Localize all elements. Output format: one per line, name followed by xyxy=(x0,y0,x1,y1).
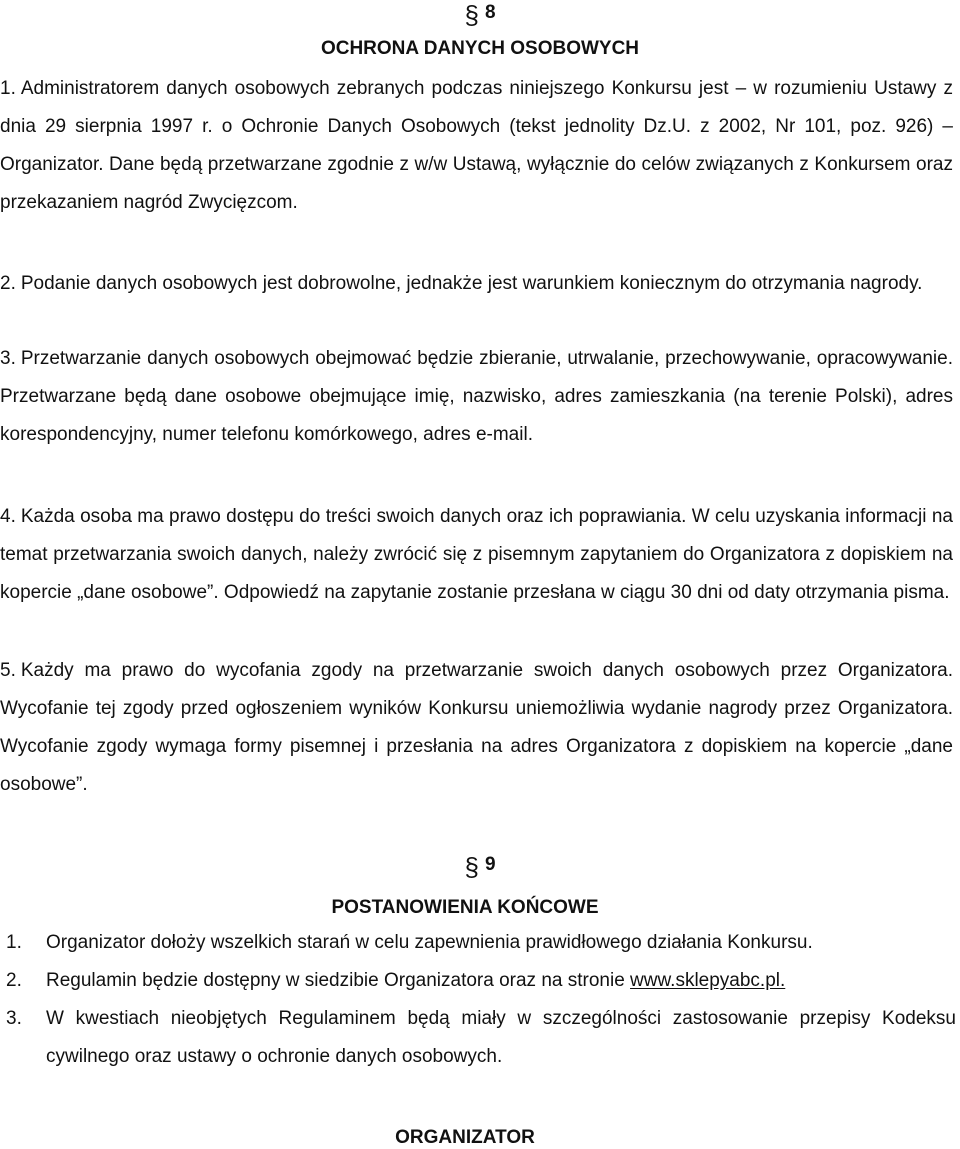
section-8-item-4 xyxy=(0,498,953,612)
item-number: 1. xyxy=(0,78,16,99)
section-9-item-1 xyxy=(6,924,956,962)
website-link[interactable]: www.sklepyabc.pl. xyxy=(630,970,786,991)
item-number: 3. xyxy=(6,1008,22,1029)
item-text: Każda osoba ma prawo dostępu do treści swoich danych oraz ich poprawiania. W celu uzyskania informacji na temat przetwarzania swoich danych, należy zwrócić się z pisemnym zapytaniem do Organizatora z dopiskiem na kopercie „dane osobowe”. Odpowiedź na zapytanie zostanie przesłana w ciągu 30 dni od daty otrzymania pisma. xyxy=(0,506,953,603)
section-symbol: § xyxy=(464,0,479,30)
section-number: 8 xyxy=(484,2,496,23)
item-text: Podanie danych osobowych jest dobrowolne, jednakże jest warunkiem koniecznym do otrzymania nagrody. xyxy=(20,273,923,294)
item-text: Administratorem danych osobowych zebranych podczas niniejszego Konkursu jest – w rozumieniu Ustawy z dnia 29 sierpnia 1997 r. o Ochronie Danych Osobowych (tekst jednolity Dz.U. z 2002, Nr 101, poz. 926) – Organizator. Dane będą przetwarzane zgodnie z w/w Ustawą, wyłącznie do celów związanych z Konkursem oraz przekazaniem nagród Zwycięzcom. xyxy=(0,78,953,213)
item-text: Regulamin będzie dostępny w siedzibie Organizatora oraz na stronie xyxy=(46,970,631,991)
section-8-title: OCHRONA DANYCH OSOBOWYCH xyxy=(320,38,640,59)
section-9-title: POSTANOWIENIA KOŃCOWE xyxy=(331,897,599,918)
section-8-item-3 xyxy=(0,340,953,454)
section-8-item-2 xyxy=(0,265,953,303)
section-symbol: § xyxy=(464,852,479,882)
section-9-item-2 xyxy=(6,962,956,1000)
item-text: Przetwarzanie danych osobowych obejmować będzie zbieranie, utrwalanie, przechowywanie, opracowywanie. Przetwarzane będą dane osobowe obejmujące imię, nazwisko, adres zamieszkania (na terenie Polski), adres korespondencyjny, numer telefonu komórkowego, adres e-mail. xyxy=(0,348,953,445)
organizer-signature: ORGANIZATOR xyxy=(395,1127,535,1148)
item-number: 3. xyxy=(0,348,16,369)
item-number: 4. xyxy=(0,506,16,527)
item-number: 1. xyxy=(6,932,22,953)
section-8-item-5 xyxy=(0,652,953,804)
item-text: Każdy ma prawo do wycofania zgody na przetwarzanie swoich danych osobowych przez Organizatora. Wycofanie tej zgody przed ogłoszeniem wyników Konkursu uniemożliwia wydanie nagrody przez Organizatora. Wycofanie zgody wymaga formy pisemnej i przesłania na adres Organizatora z dopiskiem na kopercie „dane osobowe”. xyxy=(0,660,953,795)
section-9-item-3 xyxy=(6,1000,956,1076)
item-number: 2. xyxy=(6,970,22,991)
item-number: 5. xyxy=(0,660,16,681)
section-8-item-1 xyxy=(0,70,953,222)
section-9-list xyxy=(6,924,956,1076)
section-8-marker xyxy=(0,0,960,31)
item-text: W kwestiach nieobjętych Regulaminem będą miały w szczególności zastosowanie przepisy Kodeksu cywilnego oraz ustawy o ochronie danych osobowych. xyxy=(46,1008,956,1067)
section-number: 9 xyxy=(484,854,496,875)
item-number: 2. xyxy=(0,273,16,294)
section-9-marker xyxy=(0,852,960,883)
item-text: Organizator dołoży wszelkich starań w celu zapewnienia prawidłowego działania Konkursu. xyxy=(46,932,813,953)
